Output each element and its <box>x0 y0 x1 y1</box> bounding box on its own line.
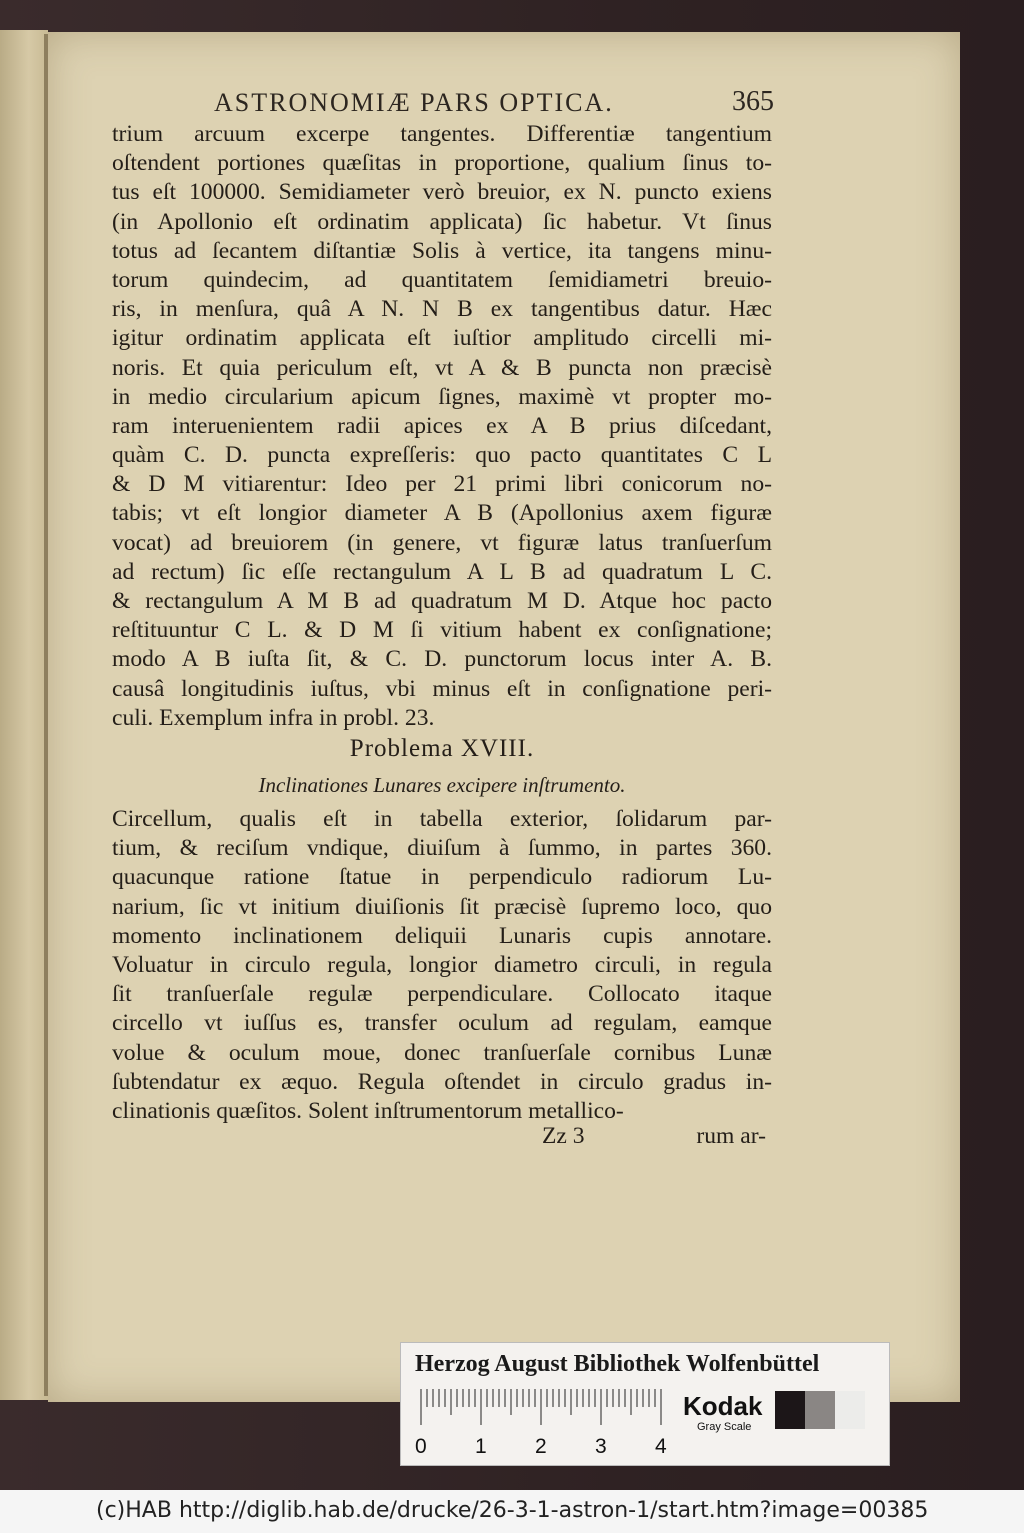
text-line: quàm C. D. puncta expreſſeris: quo pacto quantitates C L <box>112 442 772 469</box>
text-line: ad rectum) ſic eſſe rectangulum A L B ad quadratum L C. <box>112 558 772 585</box>
kodak-brand: Kodak <box>683 1391 763 1421</box>
footer-bar <box>0 1490 1024 1533</box>
ruler-number: 4 <box>655 1435 667 1458</box>
text-line: torum quindecim, ad quantitatem ſemidiametri breuio- <box>112 266 772 293</box>
text-line: oſtendent portiones quæſitas in proportione, qualium ſinus to- <box>112 150 772 177</box>
text-line: modo A B iuſta ſit, & C. D. punctorum locus inter A. B. <box>112 646 772 673</box>
paragraph-continued <box>112 120 772 733</box>
text-line: causâ longitudinis iuſtus, vbi minus eſt in conſignatione peri- <box>112 675 772 702</box>
paragraph-problem <box>112 805 772 1126</box>
facing-page-edge <box>0 30 48 1400</box>
text-line: & rectangulum A M B ad quadratum M D. Atque hoc pacto <box>112 588 772 614</box>
text-line: igitur ordinatim applicata eſt iuſtior amplitudo circelli mi- <box>112 325 772 352</box>
text-line: tabis; vt eſt longior diameter A B (Apollonius axem figuræ <box>112 500 772 527</box>
page-foot-line <box>112 1123 772 1153</box>
running-title: ASTRONOMIÆ PARS OPTICA. <box>214 88 614 117</box>
running-header <box>214 88 774 122</box>
problem-subtitle: Inclinationes Lunares excipere inſtrumento. <box>258 773 626 797</box>
gray-scale-label: Gray Scale <box>697 1421 752 1433</box>
library-label-card <box>400 1342 890 1466</box>
gray-scale-swatches <box>775 1391 865 1429</box>
gray-swatch <box>835 1391 865 1429</box>
text-line: ſubtendatur ex æquo. Regula oſtendet in circulo gradus in- <box>112 1068 772 1095</box>
text-line: culi. Exemplum infra in probl. 23. <box>112 704 435 731</box>
text-line: clinationis quæſitos. Solent inſtrumentorum metallico- <box>112 1097 624 1124</box>
measurement-ruler <box>417 1389 663 1429</box>
page-number: 365 <box>732 86 774 117</box>
text-line: circello vt iuſſus es, transfer oculum ad regulam, eamque <box>112 1010 772 1037</box>
text-line: in medio circularium apicum ſignes, maximè vt propter mo- <box>112 383 772 410</box>
text-line: noris. Et quia periculum eſt, vt A & B puncta non præcisè <box>112 354 772 381</box>
ruler-numbers <box>411 1435 681 1461</box>
text-line: volue & oculum moue, donec tranſuerſale cornibus Lunæ <box>112 1039 772 1066</box>
text-line: (in Apollonio eſt ordinatim applicata) ſic habetur. Vt ſinus <box>112 208 772 235</box>
text-line: ris, in menſura, quâ A N. N B ex tangentibus datur. Hæc <box>112 296 772 323</box>
problem-heading: Problema XVIII. <box>349 735 535 762</box>
text-line: trium arcuum excerpe tangentes. Differentiæ tangentium <box>112 121 772 147</box>
ruler-number: 3 <box>595 1435 607 1458</box>
library-name: Herzog August Bibliothek Wolfenbüttel <box>415 1351 820 1377</box>
text-line: vocat) ad breuiorem (in genere, vt figuræ latus tranſuerſum <box>112 529 772 556</box>
text-line: tium, & reciſum vndique, diuiſum à ſummo, in partes 360. <box>112 835 772 862</box>
gray-swatch <box>805 1391 835 1429</box>
gray-swatch <box>775 1391 805 1429</box>
footer-credit: (c)HAB http://diglib.hab.de/drucke/26-3-1-astron-1/start.htm?image=00385 <box>96 1498 929 1523</box>
text-line: totus ad ſecantem diſtantiæ Solis à vertice, ita tangens minu- <box>112 237 772 264</box>
text-line: & D M vitiarentur: Ideo per 21 primi libri conicorum no- <box>112 471 772 498</box>
text-line: narium, ſic vt initium diuiſionis ſit præcisè ſupremo loco, quo <box>112 893 772 920</box>
text-line: ſit tranſuerſale regulæ perpendiculare. Collocato itaque <box>112 981 772 1008</box>
ruler-number: 2 <box>535 1435 547 1458</box>
ruler-number: 0 <box>415 1435 427 1458</box>
signature-mark: Zz 3 <box>542 1123 585 1149</box>
catchword: rum ar- <box>696 1123 766 1149</box>
text-line: ram interuenientem radii apices ex A B prius diſcedant, <box>112 412 772 439</box>
text-line: Voluatur in circulo regula, longior diametro circuli, in regula <box>112 951 772 978</box>
text-line: momento inclinationem deliquii Lunaris cupis annotare. <box>112 922 772 949</box>
text-line: reſtituuntur C L. & D M ſi vitium habent ex conſignatione; <box>112 617 772 644</box>
ruler-number: 1 <box>475 1435 487 1458</box>
text-line: tus eſt 100000. Semidiameter verò breuior, ex N. puncto exiens <box>112 179 772 206</box>
text-line: Circellum, qualis eſt in tabella exterior, ſolidarum par- <box>112 806 772 832</box>
text-line: quacunque ratione ſtatue in perpendiculo radiorum Lu- <box>112 864 772 891</box>
